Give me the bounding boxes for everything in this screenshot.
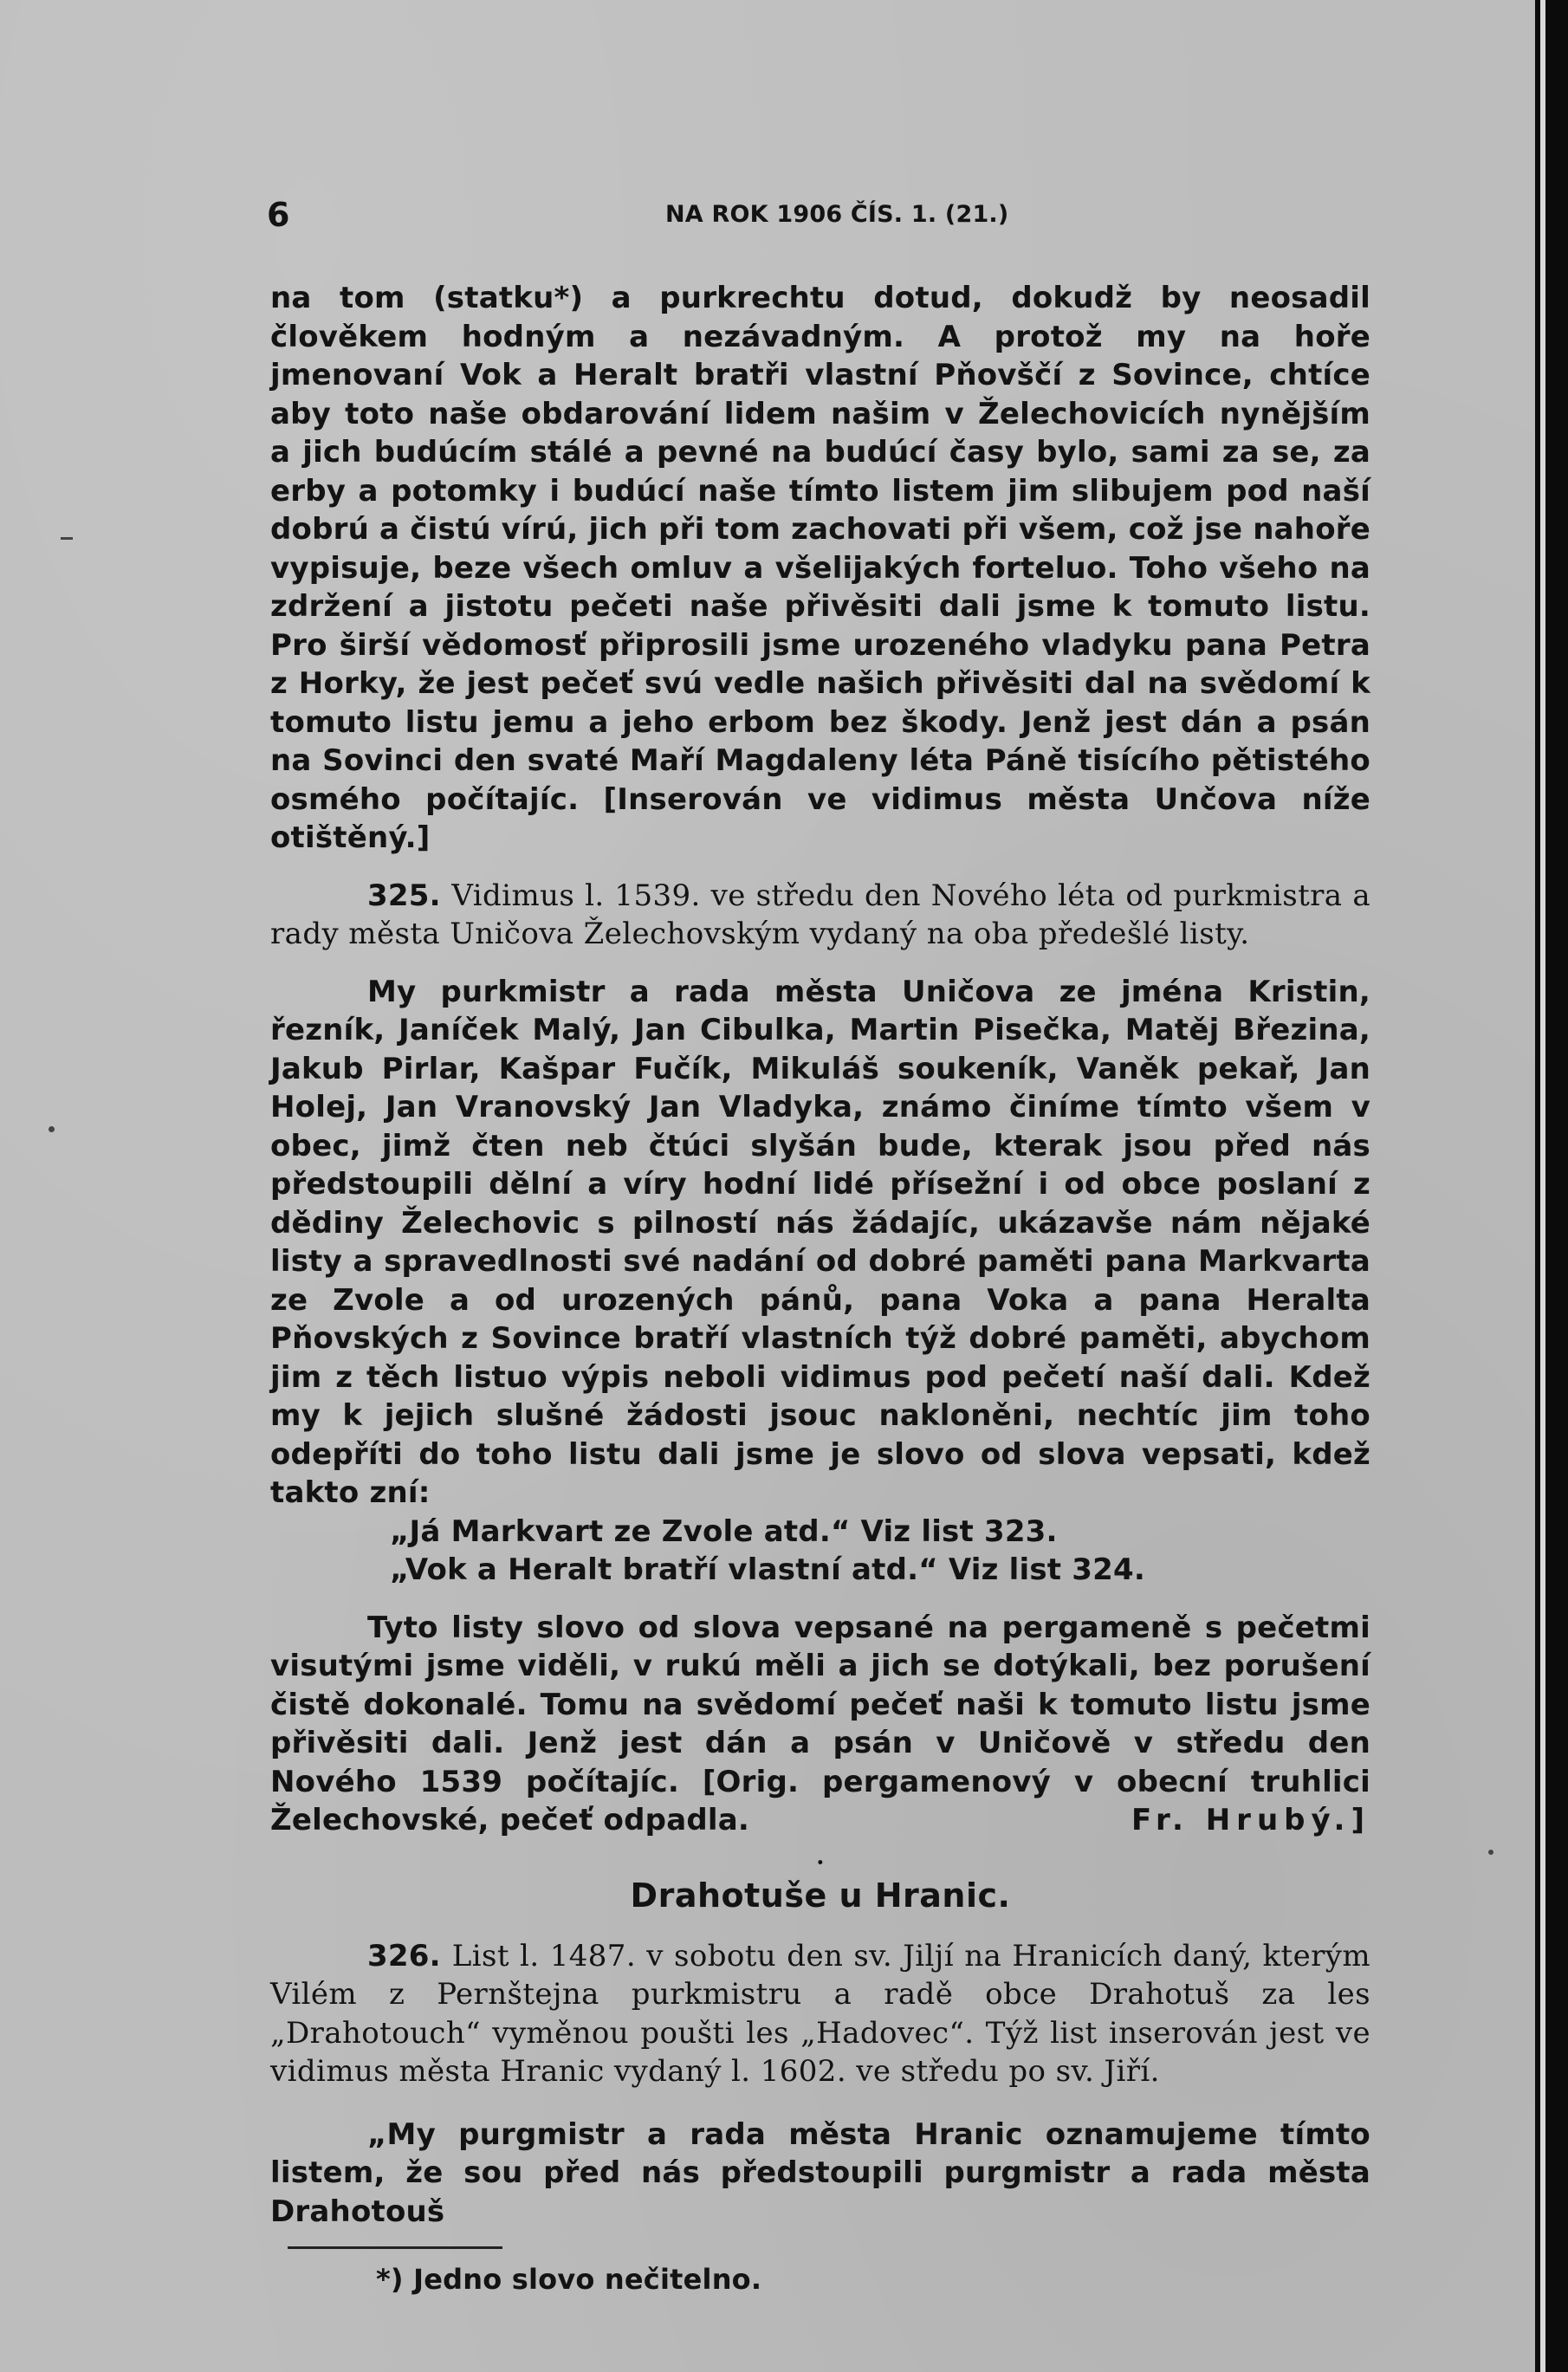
paragraph-2: My purkmistr a rada města Uničova ze jména Kristin, řezník, Janíček Malý, Jan Cibulka, Martin Pisečka, Matěj Březina, Jakub Pirlar, Kašpar Fučík, Mikuláš soukeník, Vaněk pekař, Jan Holej, Jan Vranovský Jan Vladyka, známo činíme tímto všem v obec, jimž čten neb čtúci slyšán bude, kterak jsou před nás předstoupili dělní a víry hodní lidé přísežní i od obce poslaní z dědiny Želechovic s pilností nás žádajíc, ukázavše nám nějaké listy a spravedlnosti své nadání od dobré paměti pana Markvarta ze Zvole a od urozených pánů, pana Voka a pana Heralta Pňovských z Sovince bratří vlastních týž dobré paměti, abychom jim z těch listuo výpis neboli vidimus pod pečetí naší dali. Kdež my k jejich slušné žádosti jsouc nakloněni, nechtíc jim toho odepříti do toho listu dali jsme je slovo od slova vepsati, kdež takto zní: xyxy=(270,974,1370,1510)
quote-line-2: „Vok a Heralt bratří vlastní atd.“ Viz list 324. xyxy=(390,1552,1145,1587)
section-title: Drahotuše u Hranic. xyxy=(630,1876,1011,1915)
running-title: NA ROK 1906 ČÍS. 1. (21.) xyxy=(665,201,1009,228)
entry-326-number: 326. xyxy=(367,1938,441,1973)
page-number: 6 xyxy=(267,196,290,234)
entry-325-regest: Vidimus l. 1539. ve středu den Nového léta od purkmistra a rady města Uničova Želechovským vydaný na oba předešlé listy. xyxy=(270,878,1370,951)
quote-line-1: „Já Markvart ze Zvole atd.“ Viz list 323. xyxy=(390,1513,1058,1549)
paragraph-1: na tom (statku*) a purkrechtu dotud, dokudž by neosadil člověkem hodným a nezávadným. A protož my na hoře jmenovaní Vok a Heralt bratři vlastní Pňovščí z Sovince, chtíce aby toto naše obdarování lidem našim v Želechovicích nynějším a jich budúcím stálé a pevné na budúcí časy bylo, sami za se, za erby a potomky i budúcí naše tímto listem jim slibujem pod naší dobrú a čistú vírú, jich při tom zachovati při všem, což jse nahoře vypisuje, beze všech omluv a všelijakých forteluo. Toho všeho na zdržení a jistotu pečeti naše přivěsiti dali jsme k tomuto listu. Pro širší vědomosť připrosili jsme urozeného vladyku pana Petra z Horky, že jest pečeť svú vedle našich přivěsiti dal na svědomí k tomuto listu jemu a jeho erbom bez škody. Jenž jest dán a psán na Sovinci den svaté Maří Magdaleny léta Páně tisícího pětistého osmého počítajíc. [Inserován ve vidimus města Unčova níže otištěný.] xyxy=(270,281,1370,855)
margin-speck xyxy=(49,1126,55,1132)
entry-325-heading xyxy=(270,877,1370,954)
running-head xyxy=(267,192,1370,234)
paragraph-3-text: Tyto listy slovo od slova vepsané na pergameně s pečetmi visutými jsme viděli, v rukú měli a jich se dotýkali, bez porušení čistě dokonalé. Tomu na svědomí pečeť naši k tomuto listu jsme přivěsiti dali. Jenž jest dán a psán v Uničově v středu den Nového 1539 počítajíc. [Orig. pergamenový v obecní truhlici Želechovské, pečeť odpadla. xyxy=(270,1610,1370,1837)
paragraph-4: „My purgmistr a rada města Hranic oznamujeme tímto listem, že sou před nás předstoupili purgmistr a rada města Drahotouš xyxy=(270,2116,1370,2229)
paragraph-3 xyxy=(270,1609,1370,1840)
entry-326-regest: List l. 1487. v sobotu den sv. Jiljí na Hranicích daný, kterým Vilém z Pernštejna purkmistru a radě obce Drahotuš za les „Drahotouch“ vyměnou poušti les „Hadovec“. Týž list inserován jest ve vidimus města Hranic vydaný l. 1602. ve středu po sv. Jiří. xyxy=(270,1938,1370,2089)
separator-dot: • xyxy=(816,1856,825,1870)
margin-speck-right xyxy=(1488,1850,1493,1855)
editor-signature: Fr. Hrubý.] xyxy=(1131,1803,1370,1837)
page-content xyxy=(267,192,1370,2296)
footnote: *) Jedno slovo nečitelno. xyxy=(376,2263,762,2296)
footnote-rule xyxy=(288,2246,502,2249)
page-edge-line xyxy=(1540,0,1545,2372)
margin-mark xyxy=(61,537,73,540)
entry-326-heading xyxy=(270,1937,1370,2091)
entry-325-number: 325. xyxy=(367,878,441,913)
